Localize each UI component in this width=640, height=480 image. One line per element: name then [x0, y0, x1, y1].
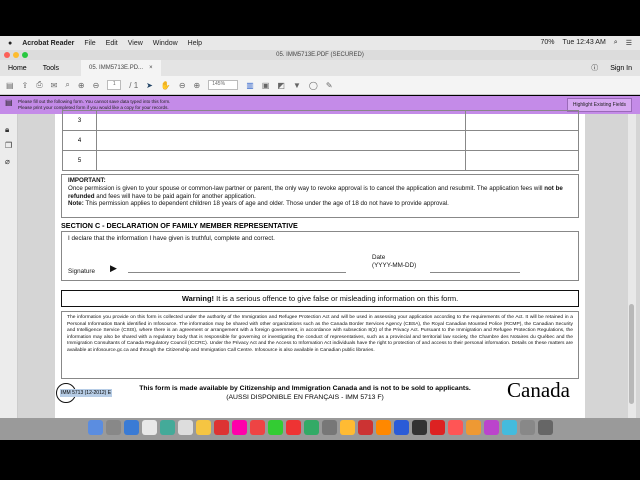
- notice-line-2: Please print your completed form if you would like a copy for your records.: [18, 105, 169, 110]
- important-text: Once permission is given to your spouse or common-law partner or parent, the only way to revoke approval is to cancel the application and resubmit. The application fees will: [68, 184, 545, 192]
- row-number: 5: [63, 151, 97, 171]
- dock-app-icon[interactable]: [394, 420, 409, 435]
- note-label: Note:: [68, 200, 84, 208]
- privacy-box: The information you provide on this form is collected under the authority of the Immigration and Refugee Protection Act and will be used in assessing your application according to the requirements of the Act. It will be retained in a Personal Information Bank identified in Infosource. The information may be shared with other organizations such as the Canada Border Services Agency (CBSA), the Royal Canadian Mounted Police (RCMP), the Canadian Security and Intelligence Service (CSIS), where there is an agreement or arrangement with a foreign government, in accordance with subsection 8(2) of the Privacy Act. Pursuant to the Immigration and Refugee Protection Regulations, the information may also be shared with a regulatory body that is responsible for governing or investigating the conduct of representatives, such as a provincial and territorial law society, the Chambre des Notaires du Québec and the Immigration Consultants of Canada Regulatory Council (ICCRC). Under the Privacy Act and the Access to Information Act individuals have the right to protection of and access to their personal information. Details on these matters are available at infosource.gc.ca and through the Citizenship and Immigration Call Centre. Infosource is also available in Canadian public libraries.: [61, 311, 579, 379]
- fit-page-icon[interactable]: ▥: [246, 80, 254, 90]
- note-text: This permission applies to dependent children 18 years of age and older. Those under the age of 18 do not have to provide approval.: [83, 200, 449, 208]
- page-total: / 1: [129, 80, 139, 90]
- date-text: Date: [372, 254, 386, 261]
- help-icon[interactable]: ⓘ: [591, 65, 599, 72]
- menu-window[interactable]: Window: [152, 39, 178, 47]
- arrow-icon: ▶: [110, 263, 117, 273]
- dock-app-icon[interactable]: [430, 420, 445, 435]
- menu-app[interactable]: Acrobat Reader: [22, 39, 75, 47]
- dock-app-icon[interactable]: [178, 420, 193, 435]
- menu-list-icon[interactable]: ☰: [625, 40, 632, 47]
- signature-label: Signature: [68, 268, 95, 275]
- zoom-select[interactable]: 145%: [208, 80, 238, 90]
- minimize-window-button[interactable]: [13, 52, 19, 58]
- dock-app-icon[interactable]: [160, 420, 175, 435]
- fullscreen-icon[interactable]: ◩: [277, 80, 285, 90]
- zoom-in-icon[interactable]: ⊕: [193, 80, 201, 90]
- footer-text: [110, 384, 500, 402]
- warning-label: Warning!: [181, 294, 215, 303]
- table-cell[interactable]: [97, 111, 466, 131]
- scroll-thumb[interactable]: [629, 304, 634, 404]
- dock-app-icon[interactable]: [520, 420, 535, 435]
- important-bold: not be refunded: [68, 184, 563, 200]
- sign-in-link[interactable]: Sign In: [610, 64, 632, 72]
- read-mode-icon[interactable]: ▼: [292, 80, 301, 90]
- print-icon[interactable]: ⎙: [36, 80, 43, 89]
- tab-bar: [0, 60, 640, 76]
- row-number: 3: [63, 111, 97, 131]
- comment-icon[interactable]: ◯: [308, 80, 318, 90]
- dock-app-icon[interactable]: [106, 420, 121, 435]
- tab-document[interactable]: [81, 60, 161, 76]
- left-panel: [0, 114, 18, 418]
- important-box: [61, 174, 579, 218]
- signature-line[interactable]: [128, 272, 346, 273]
- page-number-input[interactable]: 1: [107, 80, 121, 90]
- warning-text: It is a serious offence to give false or misleading information on this form.: [214, 294, 459, 303]
- row-number: 4: [63, 131, 97, 151]
- dock-app-icon[interactable]: [268, 420, 283, 435]
- declaration-text: I declare that the information I have given is truthful, complete and correct.: [68, 235, 275, 242]
- dock-app-icon[interactable]: [376, 420, 391, 435]
- dock-app-icon[interactable]: [88, 420, 103, 435]
- close-window-button[interactable]: [4, 52, 10, 58]
- menu-edit[interactable]: Edit: [105, 39, 118, 47]
- dock-app-icon[interactable]: [196, 420, 211, 435]
- date-line[interactable]: [430, 272, 520, 273]
- table-cell[interactable]: [466, 131, 579, 151]
- declaration-box: [61, 231, 579, 281]
- dock-app-icon[interactable]: [304, 420, 319, 435]
- menu-file[interactable]: File: [84, 39, 96, 47]
- important-heading: IMPORTANT:: [68, 177, 106, 184]
- select-tool-icon[interactable]: ➤: [146, 80, 153, 90]
- lock-icon[interactable]: 🔒︎: [5, 125, 10, 134]
- rotate-icon[interactable]: ▣: [261, 80, 270, 90]
- important-text-end: and fees will have to be paid again for another application.: [94, 192, 256, 200]
- scrollbar[interactable]: [628, 114, 636, 418]
- dock-app-icon[interactable]: [466, 420, 481, 435]
- notice-line-1: Please fill out the following form. You cannot save data typed into this form.: [18, 99, 171, 104]
- search-icon[interactable]: ⌕: [65, 80, 70, 89]
- close-tab-icon[interactable]: ×: [149, 65, 153, 71]
- search-icon[interactable]: ⌕: [613, 39, 618, 46]
- prev-page-icon[interactable]: ⊕: [77, 80, 85, 90]
- table-cell[interactable]: [466, 111, 579, 131]
- clock[interactable]: Tue 12:43 AM: [562, 39, 606, 46]
- footer-line-2: (AUSSI DISPONIBLE EN FRANÇAIS - IMM 5713 F): [226, 394, 384, 401]
- battery-status[interactable]: 70%: [540, 39, 555, 46]
- dock: [0, 418, 640, 440]
- footer-line-1: This form is made available by Citizenship and Immigration Canada and is not to be sold to applicants.: [139, 385, 471, 392]
- canada-logo: Canada: [507, 378, 570, 402]
- zoom-out-icon[interactable]: ⊖: [178, 80, 186, 90]
- dock-app-icon[interactable]: [358, 420, 373, 435]
- table-cell[interactable]: [97, 131, 466, 151]
- dock-app-icon[interactable]: [286, 420, 301, 435]
- dock-app-icon[interactable]: [340, 420, 355, 435]
- menu-help[interactable]: Help: [187, 39, 203, 47]
- dock-app-icon[interactable]: [484, 420, 499, 435]
- members-table: [62, 110, 579, 171]
- section-c-heading: SECTION C - DECLARATION OF FAMILY MEMBER REPRESENTATIVE: [61, 221, 298, 230]
- tab-document-label: 05. IMM5713E.PD...: [89, 65, 144, 71]
- pen-icon[interactable]: ✎: [325, 80, 333, 90]
- form-id: IMM 5713 (12-2012) E: [61, 390, 112, 396]
- dock-app-icon[interactable]: [448, 420, 463, 435]
- menu-bar: [0, 36, 640, 50]
- dock-app-icon[interactable]: [214, 420, 229, 435]
- date-label: [372, 254, 416, 270]
- table-cell[interactable]: [466, 151, 579, 171]
- dock-app-icon[interactable]: [502, 420, 517, 435]
- dock-app-icon[interactable]: [322, 420, 337, 435]
- tab-home[interactable]: Home: [8, 64, 27, 72]
- window-title: 05. IMM5713E.PDF (SECURED): [276, 52, 364, 58]
- attachment-icon[interactable]: ⌀: [5, 157, 10, 166]
- dock-app-icon[interactable]: [232, 420, 247, 435]
- email-icon[interactable]: ✉: [50, 80, 58, 90]
- form-icon: ▤: [5, 98, 13, 107]
- warning-box: [61, 290, 579, 307]
- title-bar: [0, 50, 640, 60]
- dock-app-icon[interactable]: [142, 420, 157, 435]
- table-cell[interactable]: [97, 151, 466, 171]
- apple-icon[interactable]: ●: [8, 39, 13, 47]
- next-page-icon[interactable]: ⊖: [92, 80, 100, 90]
- pages-icon[interactable]: ❐: [5, 141, 13, 150]
- highlight-fields-button[interactable]: Highlight Existing Fields: [567, 98, 632, 112]
- dock-app-icon[interactable]: [538, 420, 553, 435]
- menu-view[interactable]: View: [127, 39, 143, 47]
- dock-app-icon[interactable]: [124, 420, 139, 435]
- hand-tool-icon[interactable]: ✋: [160, 80, 171, 90]
- zoom-window-button[interactable]: [22, 52, 28, 58]
- toolbar: [0, 76, 640, 95]
- date-format: (YYYY-MM-DD): [372, 262, 417, 269]
- save-icon[interactable]: ▤: [6, 80, 14, 90]
- dock-app-icon[interactable]: [412, 420, 427, 435]
- dock-app-icon[interactable]: [250, 420, 265, 435]
- tab-tools[interactable]: Tools: [42, 64, 60, 72]
- upload-icon[interactable]: ⇪: [21, 80, 29, 90]
